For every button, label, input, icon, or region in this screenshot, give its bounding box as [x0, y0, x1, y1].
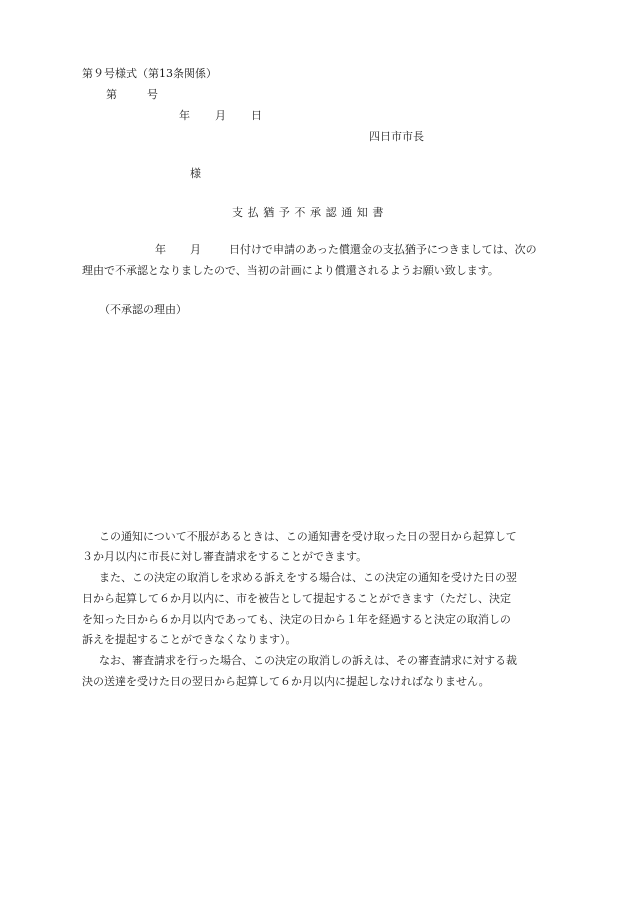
notice-line: なお、審査請求を行った場合、この決定の取消しの訴えは、その審査請求に対する裁: [99, 654, 517, 667]
notice-line: この通知について不服があるときは、この通知書を受け取った日の翌日から起算して: [99, 530, 517, 543]
date-year-label: 年: [179, 109, 190, 122]
issuer: 四日市市長: [369, 130, 424, 143]
date-day-label: 日: [251, 109, 262, 122]
reason-heading: （不承認の理由）: [99, 303, 187, 316]
doc-number-suffix: 号: [147, 88, 158, 101]
notice-line: ３か月以内に市長に対し審査請求をすることができます。: [82, 550, 368, 563]
form-label: 第９号様式（第13条関係）: [82, 67, 217, 80]
doc-number-prefix: 第: [106, 88, 117, 101]
notice-line: また、この決定の取消しを求める訴えをする場合は、この決定の通知を受けた日の翌: [99, 571, 517, 584]
document-title: 支払猶予不承認通知書: [232, 206, 388, 219]
notice-line: 決の送達を受けた日の翌日から起算して６か月以内に提起しなければなりません。: [82, 675, 490, 688]
addressee-honorific: 様: [190, 167, 201, 180]
intro-text-line: 理由で不承認となりましたので、当初の計画により償還されるようお願い致します。: [82, 264, 499, 277]
intro-text-line: 日付けで申請のあった償還金の支払猶予につきましては、次の: [229, 243, 537, 256]
notice-line: 訴えを提起することができなくなります）。: [82, 633, 297, 646]
date-month-label: 月: [215, 109, 226, 122]
notice-line: を知った日から６か月以内であっても、決定の日から１年を経過すると決定の取消しの: [82, 613, 511, 626]
intro-year-label: 年: [155, 243, 166, 256]
notice-line: 日から起算して６か月以内に、市を被告として提起することができます（ただし、決定: [82, 592, 511, 605]
intro-month-label: 月: [190, 243, 201, 256]
